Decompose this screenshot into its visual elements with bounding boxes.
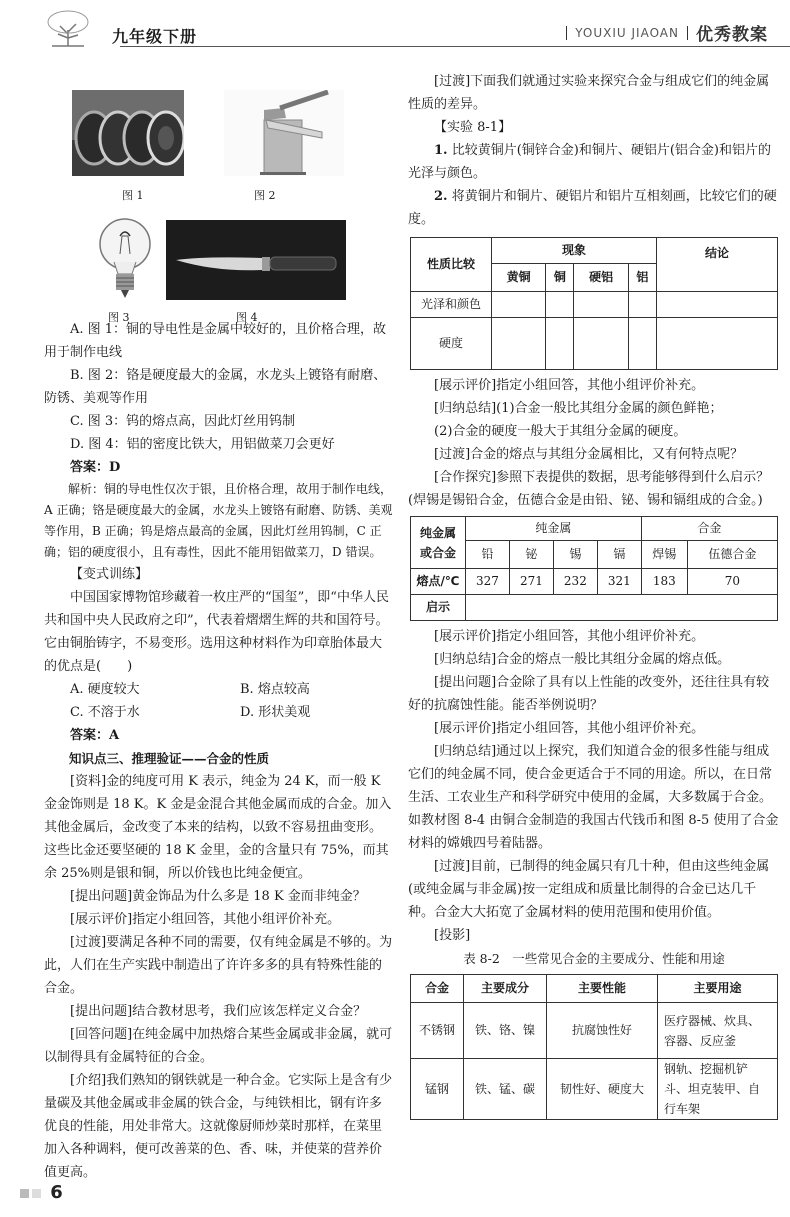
- para-r-eval2: [展示评价]指定小组回答，其他小组评价补充。: [434, 629, 705, 644]
- para-r-eval1: [展示评价]指定小组回答，其他小组评价补充。: [434, 378, 705, 393]
- name-solder: 焊锡: [641, 541, 687, 569]
- para-r-coop: [合作探究]参照下表提供的数据，思考能够得到什么启示？(焊锡是锡铅合金，伍德合金是由铅、铋、锡和镉组成的合金。): [408, 470, 770, 508]
- mp-cadmium: 321: [597, 569, 641, 595]
- cell: 韧性好、硬度大: [547, 1059, 658, 1120]
- para-r-projection: [投影]: [434, 928, 471, 943]
- tree-logo-icon: [38, 8, 98, 48]
- fig3-caption: 图 3: [108, 311, 130, 324]
- name-cadmium: 镉: [597, 541, 641, 569]
- step2-text: 将黄铜片和铜片、硬铝片和铝片互相刻画，比较它们的硬度。: [408, 189, 777, 227]
- experiment-step2: [408, 185, 780, 231]
- brand: [566, 20, 768, 45]
- table-row: [411, 1059, 778, 1120]
- para-r-summary2: (2)合金的硬度一般大于其组分金属的硬度。: [434, 424, 687, 439]
- th-copper: 铜: [546, 264, 574, 292]
- variant-options-row2: [44, 701, 394, 724]
- answer-2: 答案：A: [70, 728, 120, 743]
- th-property: 性质比较: [411, 238, 492, 292]
- mp-bismuth: 271: [509, 569, 553, 595]
- para-transition1: [过渡]要满足各种不同的需要，仅有纯金属是不够的。为此，人们在生产实践中制造出了许许多多的具有特殊性能的合金。: [44, 935, 393, 996]
- name-lead: 铅: [466, 541, 510, 569]
- variant-option-c: C. 不溶于水: [70, 705, 140, 720]
- option-a: A. 图 1：铜的导电性是金属中较好的，且价格合理，故用于制作电线: [44, 322, 387, 360]
- cell: 钢轨、挖掘机铲斗、坦克装甲、自行车架: [658, 1059, 778, 1120]
- footer-square-icon: [20, 1189, 29, 1198]
- step2-num: 2.: [434, 189, 448, 204]
- cell: 医疗器械、炊具、容器、反应釜: [658, 1003, 778, 1059]
- th-phenomenon: 现象: [492, 238, 657, 264]
- experiment-table: [410, 237, 778, 370]
- th-melting-point: 熔点/℃: [411, 569, 466, 595]
- variant-option-a: A. 硬度较大: [70, 682, 140, 697]
- para-r-question: [提出问题]合金除了具有以上性能的改变外，还往往具有较好的抗腐蚀性能。能否举例说明？: [408, 675, 770, 713]
- th-conclusion: 结论: [657, 238, 778, 292]
- para-material: [资料]金的纯度可用 K 表示，纯金为 24 K，而一般 K 金金饰则是 18 K。K 金是金混合其他金属而成的合金。加入其他金属后，金改变了本来的结构，以致不容易扭曲变形。这些比金还要坚硬的 18 K 金里，金的含量只有 75%，而其余 25%则是银和铜，所以价钱也比纯金便宜。: [44, 774, 392, 881]
- para-r-summary3: [归纳总结]合金的熔点一般比其组分金属的熔点低。: [434, 652, 731, 667]
- th-duralumin: 硬铝: [574, 264, 628, 292]
- faucet-photo: [224, 90, 344, 176]
- name-bismuth: 铋: [509, 541, 553, 569]
- variant-title: 【变式训练】: [70, 567, 149, 582]
- header-rule: [120, 46, 790, 47]
- option-c: C. 图 3：钨的熔点高，因此灯丝用钨制: [70, 414, 296, 429]
- fig2-caption: 图 2: [254, 189, 276, 202]
- left-column: [44, 70, 394, 1184]
- footer-square-icon: [32, 1189, 41, 1198]
- page-header: [0, 0, 790, 58]
- answer-1: 答案：D: [70, 460, 121, 475]
- th-hint: 启示: [411, 595, 466, 621]
- variant-options-row1: [44, 678, 394, 701]
- th-alloy-name: 合金: [411, 975, 464, 1003]
- alloy-table: [410, 974, 778, 1120]
- table-caption: 表 8-2 一些常见合金的主要成分、性能和用途: [463, 951, 725, 966]
- th-metal-l1: 纯金属: [419, 525, 456, 540]
- grade-title: 九年级下册: [112, 27, 198, 46]
- th-aluminum: 铝: [628, 264, 656, 292]
- step1-text: 比较黄铜片(铜锌合金)和铜片、硬铝片(铝合金)和铝片的光泽与颜色。: [408, 143, 771, 181]
- para-r-summary4: [归纳总结]通过以上探究，我们知道合金的很多性能与组成它们的纯金属不同，使合金更适合于不同的用途。所以，在日常生活、工农业生产和科学研究中使用的金属，大多数属于合金。如教材图 8-4 由铜合金制造的我国古代钱币和图 8-5 使用了合金材料的嫦娥四号着陆器。: [408, 744, 779, 851]
- para-r-transition3: [过渡]目前，已制得的纯金属只有几十种，但由这些纯金属(或纯金属与非金属)按一定组成和质量比制得的合金已达几千种。合金大大拓宽了金属材料的使用范围和使用价值。: [408, 859, 770, 920]
- step1-num: 1.: [434, 143, 448, 158]
- experiment-title: 【实验 8-1】: [434, 120, 512, 135]
- analysis: 解析：铜的导电性仅次于银，且价格合理，故用于制作电线，A 正确；铬是硬度最大的金属，水龙头上镀铬有耐磨、防锈、美观等作用，B 正确；钨是熔点最高的金属，因此灯丝用钨制，C 正确；铝的硬度很小，且有毒性，因此不能用铝做菜刀，D 错误。: [44, 482, 393, 559]
- cell: 铁、锰、碳: [464, 1059, 547, 1120]
- para-intro: [介绍]我们熟知的钢铁就是一种合金。它实际上是含有少量碳及其他金属或非金属的铁合金，与纯铁相比，钢有许多优良的性能，用处非常大。这就像厨师炒菜时那样，在菜里加入各种调料，便可改善菜的色、香、味，并使菜的营养价值更高。: [44, 1073, 393, 1180]
- th-performance: 主要性能: [547, 975, 658, 1003]
- para-transition-exp: [过渡]下面我们就通过实验来探究合金与组成它们的纯金属性质的差异。: [408, 74, 770, 112]
- experiment-step1: [408, 139, 780, 185]
- para-question2: [提出问题]结合教材思考，我们应该怎样定义合金？: [70, 1004, 367, 1019]
- section-heading: 知识点三、推理验证——合金的性质: [69, 751, 270, 766]
- row-luster: 光泽和颜色: [411, 292, 492, 318]
- para-r-transition2: [过渡]合金的熔点与其组分金属相比，又有何特点呢？: [434, 447, 744, 462]
- fig1-caption: 图 1: [122, 189, 144, 202]
- cell: 锰钢: [411, 1059, 464, 1120]
- th-composition: 主要成分: [464, 975, 547, 1003]
- para-r-eval3: [展示评价]指定小组回答，其他小组评价补充。: [434, 721, 705, 736]
- name-wood-alloy: 伍德合金: [687, 541, 777, 569]
- para-question1: [提出问题]黄金饰品为什么多是 18 K 金而非纯金？: [70, 889, 366, 904]
- cell: 铁、铬、镍: [464, 1003, 547, 1059]
- th-metal-l2: 或合金: [419, 545, 456, 560]
- mp-tin: 232: [553, 569, 597, 595]
- right-column: [408, 70, 780, 1120]
- variant-option-b: B. 熔点较高: [240, 682, 310, 697]
- mp-lead: 327: [466, 569, 510, 595]
- para-answer: [回答问题]在纯金属中加热熔合某些金属或非金属，就可以制得具有金属特征的合金。: [44, 1027, 393, 1065]
- option-b: B. 图 2：铬是硬度最大的金属，水龙头上镀铬有耐磨、防锈、美观等作用: [44, 368, 387, 406]
- option-d: D. 图 4：铝的密度比铁大，用铝做菜刀会更好: [70, 437, 335, 452]
- th-metal-or-alloy: [411, 517, 466, 569]
- mp-wood-alloy: 70: [687, 569, 777, 595]
- bulb-photo: [96, 216, 154, 302]
- para-r-summary1: [归纳总结](1)合金一般比其组分金属的颜色鲜艳；: [434, 401, 723, 416]
- page-footer: [20, 1182, 63, 1203]
- cell: 抗腐蚀性好: [547, 1003, 658, 1059]
- th-pure-metal: 纯金属: [466, 517, 642, 541]
- melting-point-table: [410, 516, 778, 621]
- knife-photo: [166, 220, 346, 300]
- cable-photo: [72, 90, 184, 176]
- variant-option-d: D. 形状美观: [240, 705, 311, 720]
- brand-zh: 优秀教案: [696, 25, 768, 45]
- th-usage: 主要用途: [658, 975, 778, 1003]
- th-alloy: 合金: [641, 517, 777, 541]
- figures: [44, 70, 394, 324]
- table-row: [411, 1003, 778, 1059]
- name-tin: 锡: [553, 541, 597, 569]
- th-brass: 黄铜: [492, 264, 546, 292]
- fig4-caption: 图 4: [236, 311, 258, 324]
- variant-question: 中国国家博物馆珍藏着一枚庄严的“国玺”，即“中华人民共和国中央人民政府之印”，代表着熠熠生辉的共和国符号。它由铜胎铸字，不易变形。选用这种材料作为印章胎体最大的优点是( ): [44, 590, 389, 674]
- para-evaluation1: [展示评价]指定小组回答，其他小组评价补充。: [70, 912, 341, 927]
- cell: 不锈钢: [411, 1003, 464, 1059]
- brand-en: YOUXIU JIAOAN: [566, 26, 688, 40]
- mp-solder: 183: [641, 569, 687, 595]
- page-number: 6: [50, 1182, 63, 1203]
- row-hardness: 硬度: [411, 318, 492, 370]
